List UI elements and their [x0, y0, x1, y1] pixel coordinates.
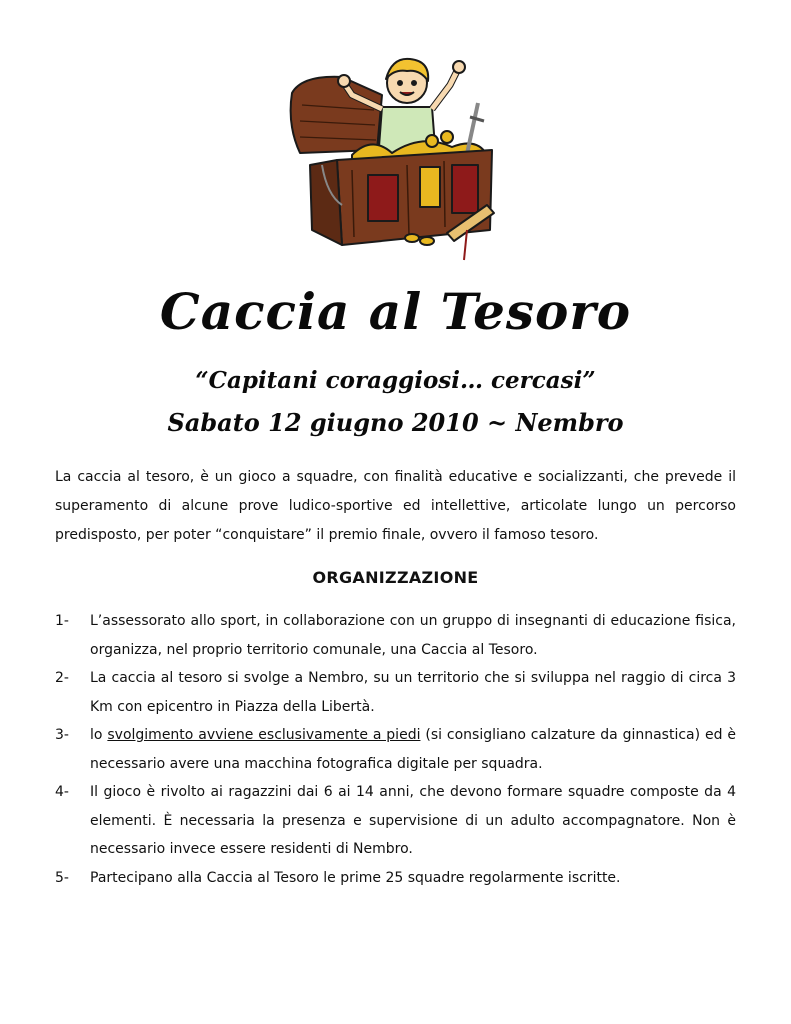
list-item-number: 1- — [55, 613, 69, 629]
list-item-text-pre: lo — [90, 727, 103, 743]
underlined-text: svolgimento avviene esclusivamente a piedi — [107, 727, 421, 743]
list-item — [55, 664, 736, 721]
list-item-text: La caccia al tesoro si svolge a Nembro, su un territorio che si sviluppa nel raggio di circa 3 Km con epicentro in Piazza della Libertà. — [90, 670, 736, 715]
list-item — [55, 721, 736, 778]
list-item — [55, 864, 736, 893]
organization-list — [55, 607, 736, 892]
event-date-location: Sabato 12 giugno 2010 ~ Nembro — [167, 408, 624, 437]
treasure-chest-illustration — [282, 55, 504, 265]
treasure-chest-icon — [291, 59, 494, 260]
page-title: Caccia al Tesoro — [159, 282, 632, 341]
list-item-number: 4- — [55, 784, 69, 800]
list-item-text: Partecipano alla Caccia al Tesoro le prime 25 squadre regolarmente iscritte. — [90, 869, 621, 886]
subtitle: “Capitani coraggiosi… cercasi” — [195, 367, 596, 394]
list-item-text: L’assessorato allo sport, in collaborazione con un gruppo di insegnanti di educazione fisica, organizza, nel proprio territorio comunale, una Caccia al Tesoro. — [90, 613, 736, 658]
list-item — [55, 778, 736, 864]
list-item-text-post: (si consigliano calzature da ginnastica) ed è necessario avere una macchina fotografica digitale per squadra. — [90, 727, 736, 772]
list-item-number: 5- — [55, 869, 69, 886]
list-item-text: Il gioco è rivolto ai ragazzini dai 6 ai 14 anni, che devono formare squadre composte da 4 elementi. È necessaria la presenza e supervisione di un adulto accompagnatore. Non è necessario invece essere residenti di Nembro. — [90, 784, 736, 857]
list-item — [55, 607, 736, 664]
section-title: ORGANIZZAZIONE — [312, 568, 479, 587]
list-item-number: 2- — [55, 670, 69, 686]
list-item-number: 3- — [55, 727, 69, 743]
intro-paragraph: La caccia al tesoro, è un gioco a squadre, con finalità educative e socializzanti, che prevede il superamento di alcune prove ludico-sportive ed intellettive, articolate lungo un percorso predisposto, per poter “conquistare” il premio finale, ovvero il famoso tesoro. — [55, 469, 736, 543]
